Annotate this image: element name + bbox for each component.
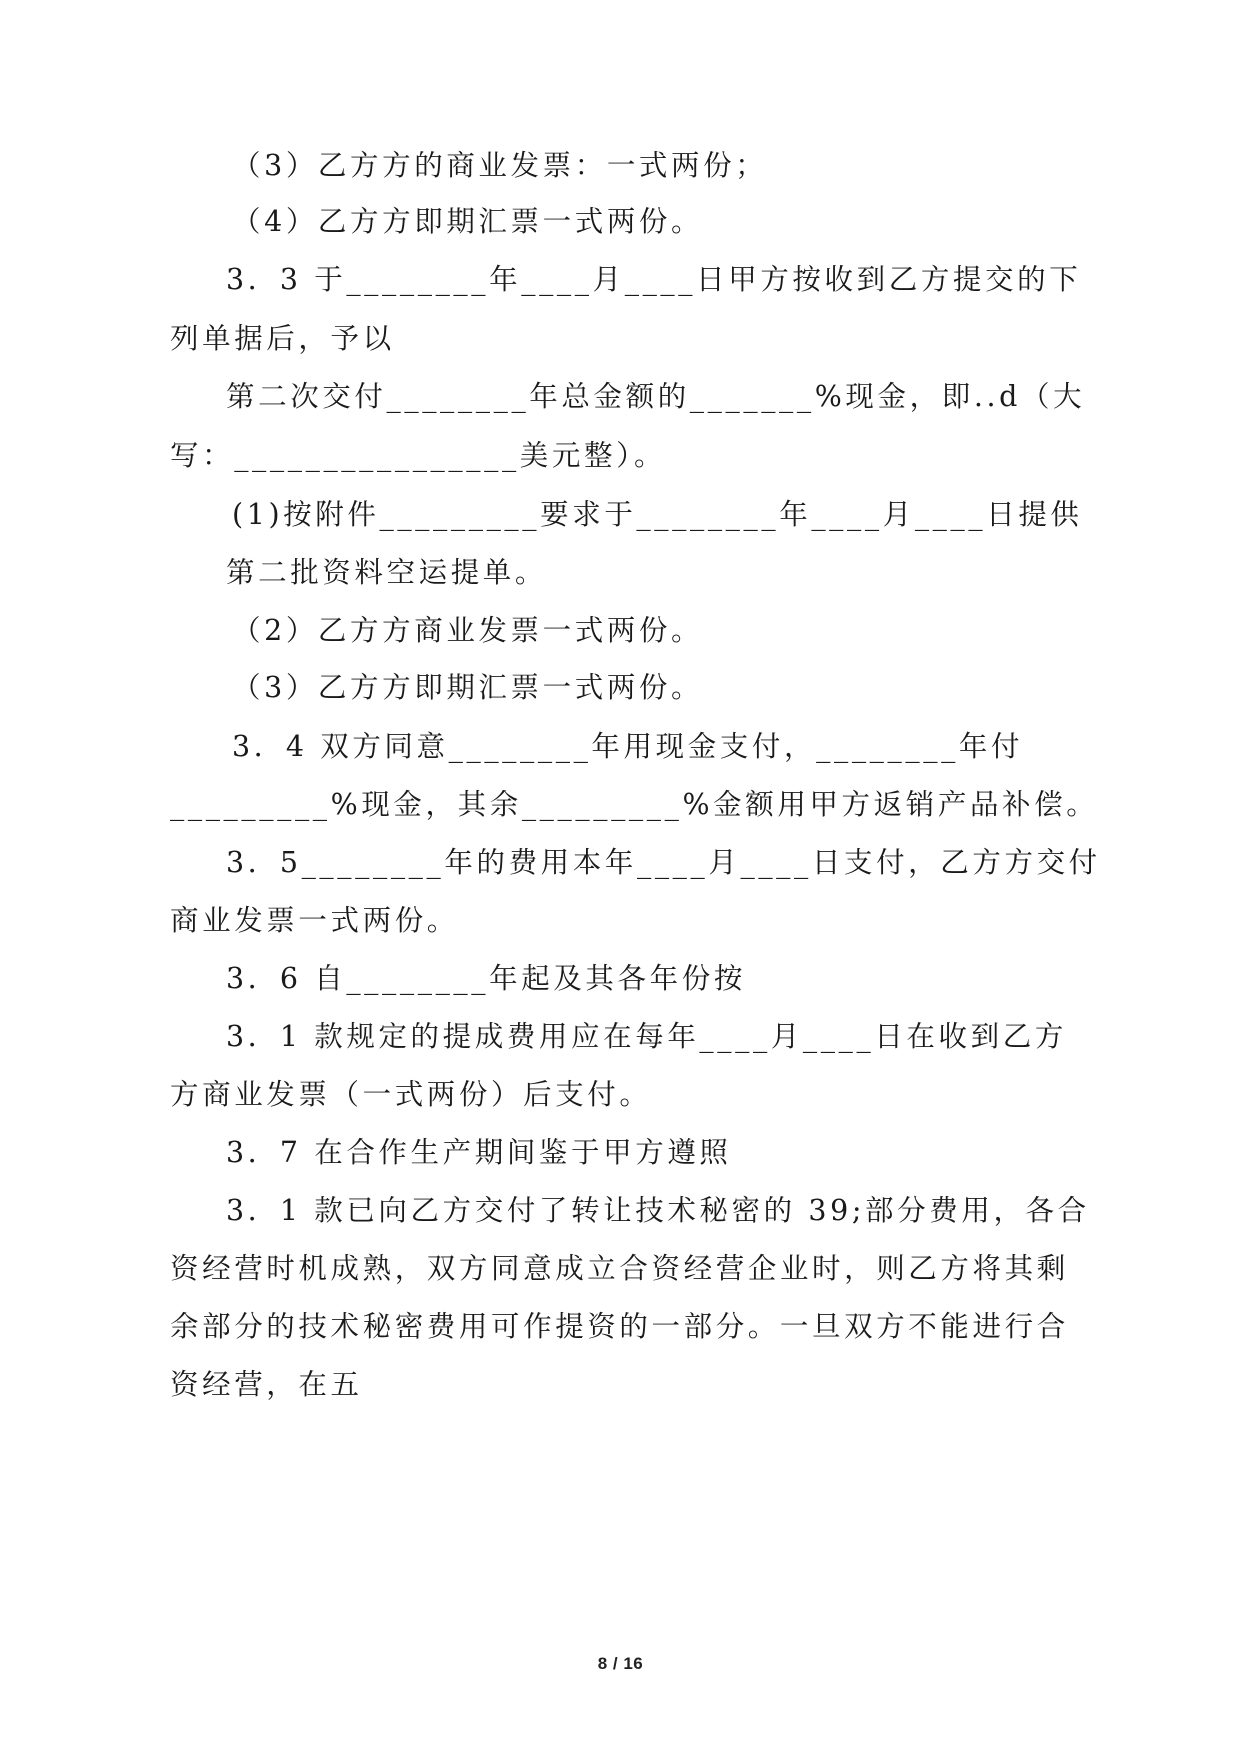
text-line: （3）乙方方的商业发票：一式两份； — [232, 149, 768, 182]
text-line: 列单据后，予以 — [170, 322, 395, 355]
text-line: （4）乙方方即期汇票一式两份。 — [232, 205, 704, 238]
text-line: (1)按附件_________要求于________年____月____日提供 — [232, 498, 1083, 531]
text-line: 3．5________年的费用本年____月____日支付，乙方方交付 — [226, 846, 1101, 879]
text-line: （3）乙方方即期汇票一式两份。 — [232, 671, 704, 704]
text-line: 3．1 款规定的提成费用应在每年____月____日在收到乙方 — [226, 1020, 1067, 1053]
text-line: 资经营时机成熟，双方同意成立合资经营企业时，则乙方将其剩 — [170, 1252, 1069, 1285]
text-line: 3．4 双方同意________年用现金支付，________年付 — [232, 730, 1024, 763]
text-line: （2）乙方方商业发票一式两份。 — [232, 614, 704, 647]
text-line: 第二批资料空运提单。 — [226, 556, 548, 589]
page-number: 8 / 16 — [597, 1654, 644, 1673]
text-line: 3．6 自________年起及其各年份按 — [226, 962, 746, 995]
text-line: 3．1 款已向乙方交付了转让技术秘密的 39;部分费用，各合 — [226, 1194, 1090, 1227]
text-line: 写：________________美元整）。 — [170, 439, 667, 472]
text-line: 商业发票一式两份。 — [170, 904, 459, 937]
text-line: 余部分的技术秘密费用可作提资的一部分。一旦双方不能进行合 — [170, 1310, 1069, 1343]
text-line: 方商业发票（一式两份）后支付。 — [170, 1078, 652, 1111]
text-line: 3．3 于________年____月____日甲方按收到乙方提交的下 — [226, 263, 1082, 296]
text-line: 资经营，在五 — [170, 1368, 363, 1401]
text-line: 第二次交付________年总金额的_______%现金，即..d（大 — [226, 380, 1086, 413]
text-line: _________%现金，其余_________%金额用甲方返销产品补偿。 — [170, 788, 1099, 821]
text-line: 3．7 在合作生产期间鉴于甲方遵照 — [226, 1136, 732, 1169]
